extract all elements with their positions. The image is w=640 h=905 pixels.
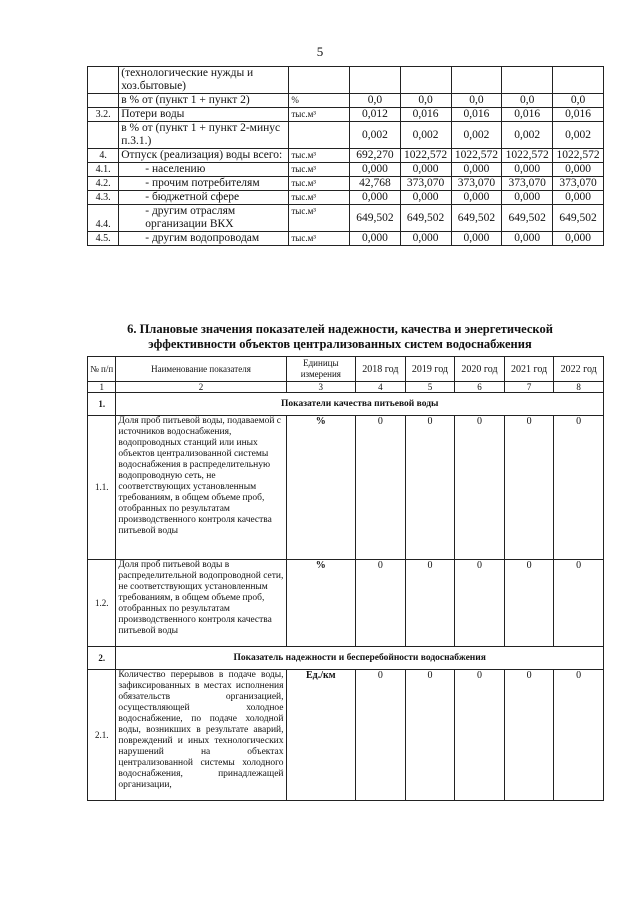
group-num: 1.: [88, 393, 116, 416]
row-name: Отпуск (реализация) воды всего:: [119, 149, 289, 163]
row-value: 0,0: [350, 94, 400, 108]
row-value: 0,0: [451, 94, 502, 108]
row-name: в % от (пункт 1 + пункт 2-минус п.3.1.): [119, 122, 289, 149]
row-value: 649,502: [451, 205, 502, 232]
index-row: [88, 382, 604, 393]
balance-row: [88, 232, 604, 246]
row-value: 0,002: [502, 122, 553, 149]
balance-row: [88, 163, 604, 177]
balance-row: [88, 149, 604, 163]
row-name: в % от (пункт 1 + пункт 2): [119, 94, 289, 108]
value-2021: 0: [504, 560, 554, 647]
row-value: 0,000: [350, 191, 400, 205]
index-cell: 8: [554, 382, 604, 393]
section-title-line1: 6. Плановые значения показателей надежности, качества и энергетической: [127, 322, 553, 336]
group-row-reliability: [88, 647, 604, 670]
row-unit: [289, 122, 350, 149]
index-cell: 1: [88, 382, 116, 393]
row-num: 3.2.: [88, 108, 119, 122]
row-unit: тыс.м³: [289, 163, 350, 177]
row-value: 0,000: [502, 163, 553, 177]
row-value: 0,002: [451, 122, 502, 149]
indicator-unit: %: [286, 560, 356, 647]
balance-row: [88, 122, 604, 149]
row-value: 0,000: [350, 163, 400, 177]
balance-row: [88, 108, 604, 122]
header-year-2018: 2018 год: [356, 357, 406, 382]
header-num: № п/п: [88, 357, 116, 382]
row-value: 0,002: [553, 122, 604, 149]
value-2022: 0: [554, 416, 604, 560]
header-year-2021: 2021 год: [504, 357, 554, 382]
row-value: 0,0: [400, 94, 451, 108]
indicator-name: Доля проб питьевой воды, подаваемой с источников водоснабжения, водопроводных станций или иных объектов централизованной системы водоснабжения в распределительную водопроводную сеть, не соответствующих установленным требованиям, в общем объеме проб, отобранных по результатам производственного контроля качества питьевой воды: [116, 416, 286, 560]
row-name: - населению: [119, 163, 289, 177]
value-2020: 0: [455, 670, 505, 801]
row-unit: тыс.м³: [289, 149, 350, 163]
header-unit: Единицы измерения: [286, 357, 356, 382]
row-unit: [289, 67, 350, 94]
row-unit: %: [289, 94, 350, 108]
row-value: [350, 67, 400, 94]
value-2018: 0: [356, 560, 406, 647]
group-row-quality: [88, 393, 604, 416]
row-num: 4.2.: [88, 177, 119, 191]
row-value: 0,000: [553, 191, 604, 205]
row-value: 0,000: [451, 163, 502, 177]
row-num: 4.3.: [88, 191, 119, 205]
row-value: 0,000: [350, 232, 400, 246]
header-row: [88, 357, 604, 382]
value-2021: 0: [504, 670, 554, 801]
row-value: 0,000: [553, 163, 604, 177]
row-num: 4.1.: [88, 163, 119, 177]
row-value: 0,000: [400, 163, 451, 177]
row-num: 2.1.: [88, 670, 116, 801]
row-value: 42,768: [350, 177, 400, 191]
value-2019: 0: [405, 416, 455, 560]
row-value: [451, 67, 502, 94]
row-value: 0,000: [502, 232, 553, 246]
row-value: 1022,572: [400, 149, 451, 163]
indicators-table: [87, 356, 604, 801]
row-unit: тыс.м³: [289, 232, 350, 246]
balance-row: [88, 67, 604, 94]
water-balance-table: [87, 66, 604, 246]
indicator-row-1-1: [88, 416, 604, 560]
row-value: 1022,572: [553, 149, 604, 163]
section-title-line2: эффективности объектов централизованных систем водоснабжения: [148, 337, 532, 351]
header-name: Наименование показателя: [116, 357, 286, 382]
row-value: 0,016: [502, 108, 553, 122]
value-2021: 0: [504, 416, 554, 560]
row-name: - другим отраслям организации ВКХ: [119, 205, 289, 232]
row-value: 0,016: [400, 108, 451, 122]
row-unit: тыс.м³: [289, 191, 350, 205]
row-value: 0,000: [451, 191, 502, 205]
row-value: 0,000: [502, 191, 553, 205]
group-title: Показатели качества питьевой воды: [116, 393, 604, 416]
row-name: Потери воды: [119, 108, 289, 122]
index-cell: 2: [116, 382, 286, 393]
value-2022: 0: [554, 560, 604, 647]
row-value: 649,502: [400, 205, 451, 232]
indicator-unit: Ед./км: [286, 670, 356, 801]
row-name: (технологические нужды и хоз.бытовые): [119, 67, 289, 94]
row-value: 373,070: [553, 177, 604, 191]
row-value: [553, 67, 604, 94]
balance-row: [88, 177, 604, 191]
value-2018: 0: [356, 670, 406, 801]
balance-row: [88, 94, 604, 108]
indicator-unit: %: [286, 416, 356, 560]
row-name: - другим водопроводам: [119, 232, 289, 246]
row-num: [88, 122, 119, 149]
row-value: 1022,572: [451, 149, 502, 163]
row-value: 0,000: [451, 232, 502, 246]
row-unit: тыс.м³: [289, 108, 350, 122]
index-cell: 3: [286, 382, 356, 393]
row-value: 0,002: [400, 122, 451, 149]
row-value: 373,070: [400, 177, 451, 191]
indicator-name: Количество перерывов в подаче воды, зафиксированных в местах исполнения обязательств организацией, осуществляющей холодное водоснабжение, по подаче холодной воды, возникших в результате аварий, повреждений и иных технологических нарушений на объектах централизованной системы холодного водоснабжения, принадлежащей организации,: [116, 670, 286, 801]
value-2020: 0: [455, 416, 505, 560]
row-value: 649,502: [350, 205, 400, 232]
row-value: 0,0: [553, 94, 604, 108]
value-2018: 0: [356, 416, 406, 560]
row-value: 0,012: [350, 108, 400, 122]
row-num: [88, 67, 119, 94]
value-2019: 0: [405, 670, 455, 801]
row-value: [502, 67, 553, 94]
header-year-2020: 2020 год: [455, 357, 505, 382]
index-cell: 6: [455, 382, 505, 393]
row-value: 0,016: [553, 108, 604, 122]
row-num: 4.4.: [88, 205, 119, 232]
row-num: [88, 94, 119, 108]
row-num: 1.2.: [88, 560, 116, 647]
row-num: 4.5.: [88, 232, 119, 246]
row-value: 0,000: [400, 191, 451, 205]
header-year-2022: 2022 год: [554, 357, 604, 382]
index-cell: 4: [356, 382, 406, 393]
row-name: - бюджетной сфере: [119, 191, 289, 205]
section-title: [80, 322, 600, 352]
row-value: [400, 67, 451, 94]
index-cell: 5: [405, 382, 455, 393]
value-2022: 0: [554, 670, 604, 801]
row-unit: тыс.м³: [289, 177, 350, 191]
indicator-row-2-1: [88, 670, 604, 801]
row-value: 0,0: [502, 94, 553, 108]
row-value: 0,000: [400, 232, 451, 246]
balance-row: [88, 191, 604, 205]
group-num: 2.: [88, 647, 116, 670]
row-value: 0,000: [553, 232, 604, 246]
row-unit: тыс.м³: [289, 205, 350, 232]
balance-row: [88, 205, 604, 232]
row-value: 1022,572: [502, 149, 553, 163]
value-2020: 0: [455, 560, 505, 647]
row-value: 649,502: [502, 205, 553, 232]
row-name: - прочим потребителям: [119, 177, 289, 191]
header-year-2019: 2019 год: [405, 357, 455, 382]
row-value: 649,502: [553, 205, 604, 232]
row-value: 373,070: [451, 177, 502, 191]
page-number: 5: [316, 44, 324, 59]
row-num: 1.1.: [88, 416, 116, 560]
row-value: 373,070: [502, 177, 553, 191]
index-cell: 7: [504, 382, 554, 393]
indicator-name: Доля проб питьевой воды в распределительной водопроводной сети, не соответствующих установленным требованиям, в общем объеме проб, отобранных по результатам производственного контроля качества питьевой воды: [116, 560, 286, 647]
value-2019: 0: [405, 560, 455, 647]
row-value: 0,016: [451, 108, 502, 122]
group-title: Показатель надежности и бесперебойности водоснабжения: [116, 647, 604, 670]
row-num: 4.: [88, 149, 119, 163]
indicator-row-1-2: [88, 560, 604, 647]
row-value: 0,002: [350, 122, 400, 149]
row-value: 692,270: [350, 149, 400, 163]
